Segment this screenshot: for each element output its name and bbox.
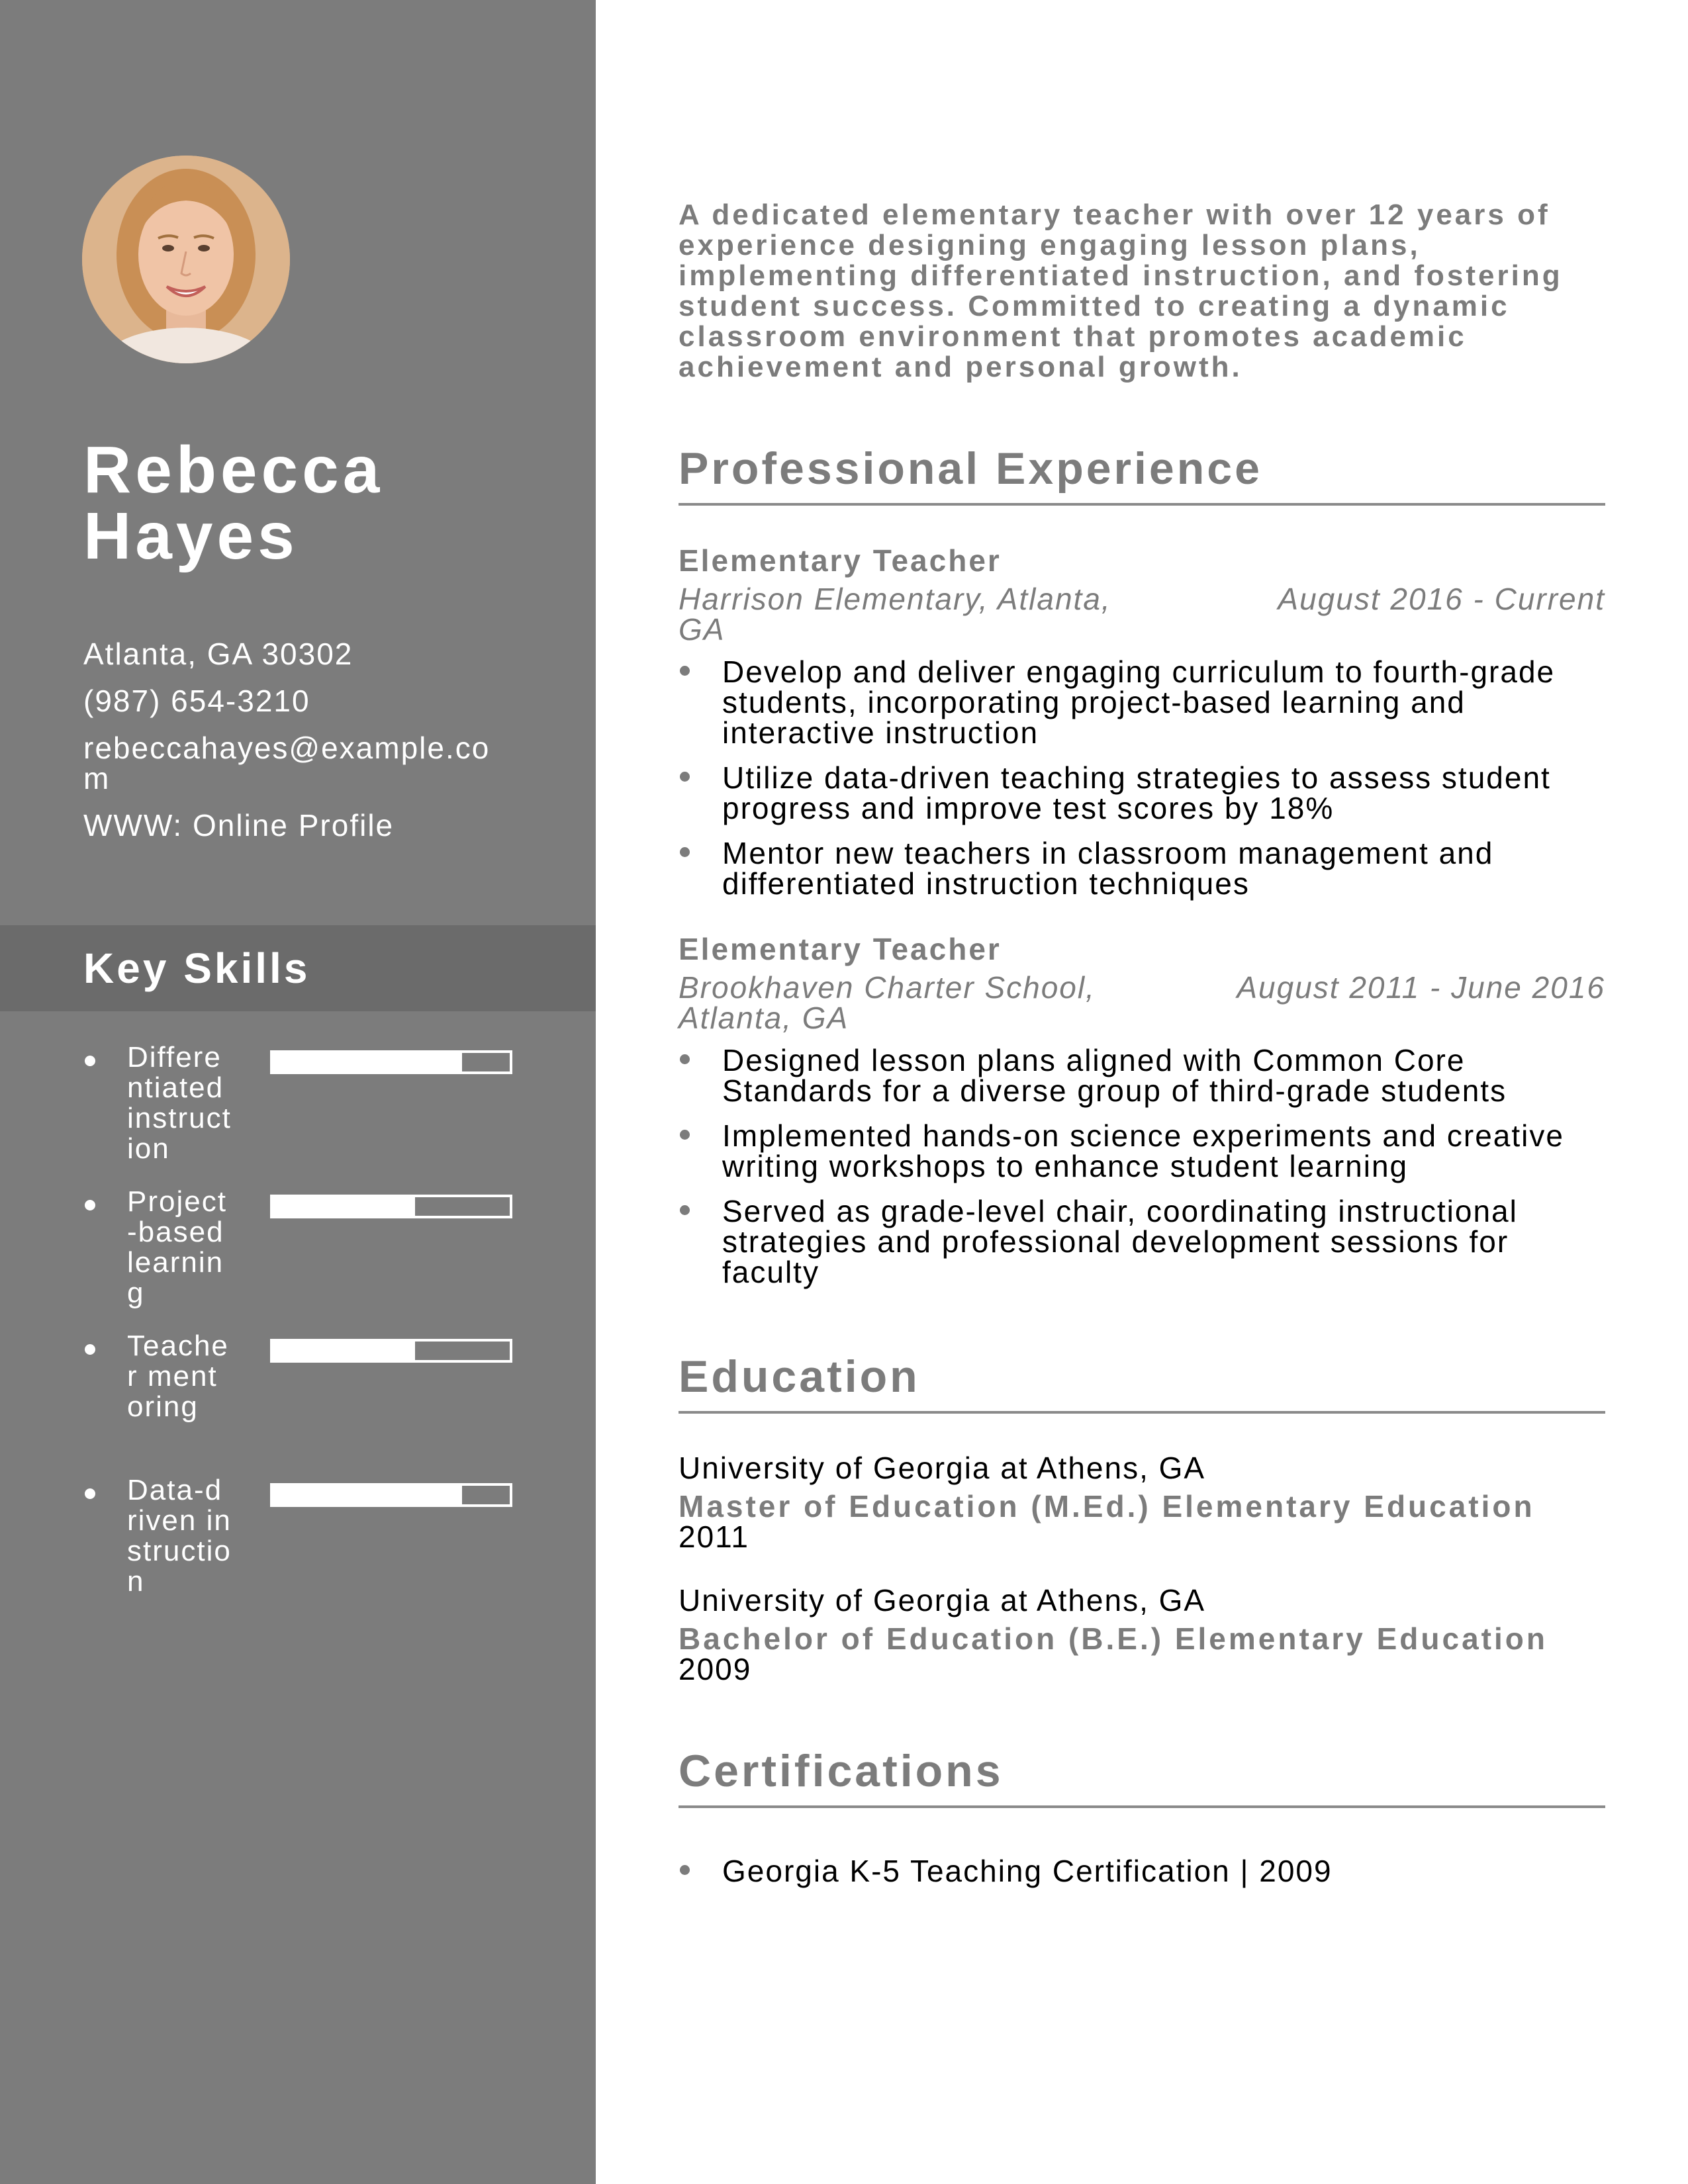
job-bullets	[679, 657, 1605, 899]
skill-item	[83, 1475, 547, 1597]
skill-item	[83, 1042, 547, 1164]
certification-item	[679, 1856, 1605, 1886]
skill-label: Data-driven instruction	[127, 1475, 232, 1597]
job-dates: August 2016 - Current	[1278, 582, 1605, 616]
skill-level-bar	[270, 1195, 512, 1218]
education-year: 2011	[679, 1520, 749, 1554]
bullet-icon	[680, 1054, 690, 1064]
certifications-section-title: Certifications	[679, 1746, 1605, 1808]
job-bullet-text: Served as grade-level chair, coordinating instructional strategies and professional development sessions for faculty	[722, 1194, 1518, 1289]
skill-level-bar	[270, 1050, 512, 1074]
education-degree: Master of Education (M.Ed.) Elementary Education	[679, 1489, 1535, 1524]
skill-label: Differentiated instruction	[127, 1042, 232, 1164]
job-meta	[679, 584, 1605, 647]
education-entry	[679, 1453, 1605, 1552]
job-bullet	[679, 838, 1605, 899]
bullet-icon	[680, 1130, 690, 1140]
candidate-name	[83, 433, 560, 573]
skill-level-fill	[273, 1486, 462, 1504]
job-bullet	[679, 762, 1605, 823]
bullet-icon	[680, 772, 690, 782]
location-text: Atlanta, GA 30302	[83, 637, 353, 671]
bullet-icon	[85, 1200, 95, 1210]
education-section-title: Education	[679, 1351, 1605, 1414]
skill-level-bar	[270, 1339, 512, 1363]
last-name: Hayes	[83, 499, 299, 573]
phone-text: (987) 654-3210	[83, 684, 310, 718]
sidebar	[0, 0, 596, 2184]
job-entry	[679, 544, 1605, 913]
email-link[interactable]: rebeccahayes@example.com	[83, 731, 491, 796]
avatar	[82, 156, 290, 363]
job-company: Brookhaven Charter School, Atlanta, GA	[679, 970, 1096, 1035]
education-entry	[679, 1585, 1605, 1684]
job-bullet	[679, 657, 1605, 748]
skill-label: Teacher mentoring	[127, 1331, 229, 1423]
bullet-icon	[680, 1205, 690, 1215]
certifications-list	[679, 1856, 1605, 1901]
education-year: 2009	[679, 1652, 752, 1686]
skill-item	[83, 1187, 547, 1308]
first-name: Rebecca	[83, 433, 384, 507]
job-bullet	[679, 1120, 1605, 1181]
job-bullet	[679, 1196, 1605, 1287]
job-bullets	[679, 1045, 1605, 1287]
skills-title: Key Skills	[83, 944, 310, 992]
job-bullet-text: Utilize data-driven teaching strategies to assess student progress and improve test scores by 18%	[722, 760, 1551, 825]
skills-list	[83, 1042, 547, 1619]
job-meta	[679, 972, 1605, 1036]
job-entry	[679, 933, 1605, 1302]
job-title: Elementary Teacher	[679, 932, 1002, 966]
job-company: Harrison Elementary, Atlanta, GA	[679, 582, 1111, 647]
bullet-icon	[85, 1056, 95, 1066]
skill-label: Project-based learning	[127, 1187, 227, 1308]
job-bullet-text: Mentor new teachers in classroom management and differentiated instruction techniques	[722, 836, 1494, 901]
bullet-icon	[85, 1344, 95, 1355]
bullet-icon	[85, 1488, 95, 1499]
bullet-icon	[680, 847, 690, 857]
bullet-icon	[680, 666, 690, 676]
job-bullet-text: Develop and deliver engaging curriculum to fourth-grade students, incorporating project-based learning and interactive instruction	[722, 655, 1556, 750]
skill-item	[83, 1331, 547, 1453]
education-school: University of Georgia at Athens, GA	[679, 1583, 1206, 1617]
job-bullet-text: Implemented hands-on science experiments and creative writing workshops to enhance student learning	[722, 1118, 1564, 1183]
online-profile-link[interactable]: WWW: Online Profile	[83, 808, 395, 842]
experience-section-title: Professional Experience	[679, 443, 1605, 506]
job-dates: August 2011 - June 2016	[1237, 970, 1605, 1005]
job-bullet-text: Designed lesson plans aligned with Common Core Standards for a diverse group of third-grade students	[722, 1043, 1507, 1108]
skill-level-fill	[273, 1197, 415, 1216]
bullet-icon	[680, 1865, 690, 1875]
education-degree: Bachelor of Education (B.E.) Elementary Education	[679, 1621, 1548, 1656]
skill-level-bar	[270, 1483, 512, 1507]
skill-level-fill	[273, 1342, 415, 1360]
skill-level-fill	[273, 1053, 462, 1071]
job-title: Elementary Teacher	[679, 543, 1002, 578]
contact-info	[83, 639, 507, 857]
certification-text: Georgia K-5 Teaching Certification | 2009	[722, 1854, 1333, 1888]
professional-summary: A dedicated elementary teacher with over 12 years of experience designing engaging lesson plans, implementing differentiated instruction, and fostering student success. Committed to creating a dynamic classroom environment that promotes academic achievement and personal growth.	[679, 199, 1563, 383]
education-school: University of Georgia at Athens, GA	[679, 1451, 1206, 1485]
job-bullet	[679, 1045, 1605, 1106]
